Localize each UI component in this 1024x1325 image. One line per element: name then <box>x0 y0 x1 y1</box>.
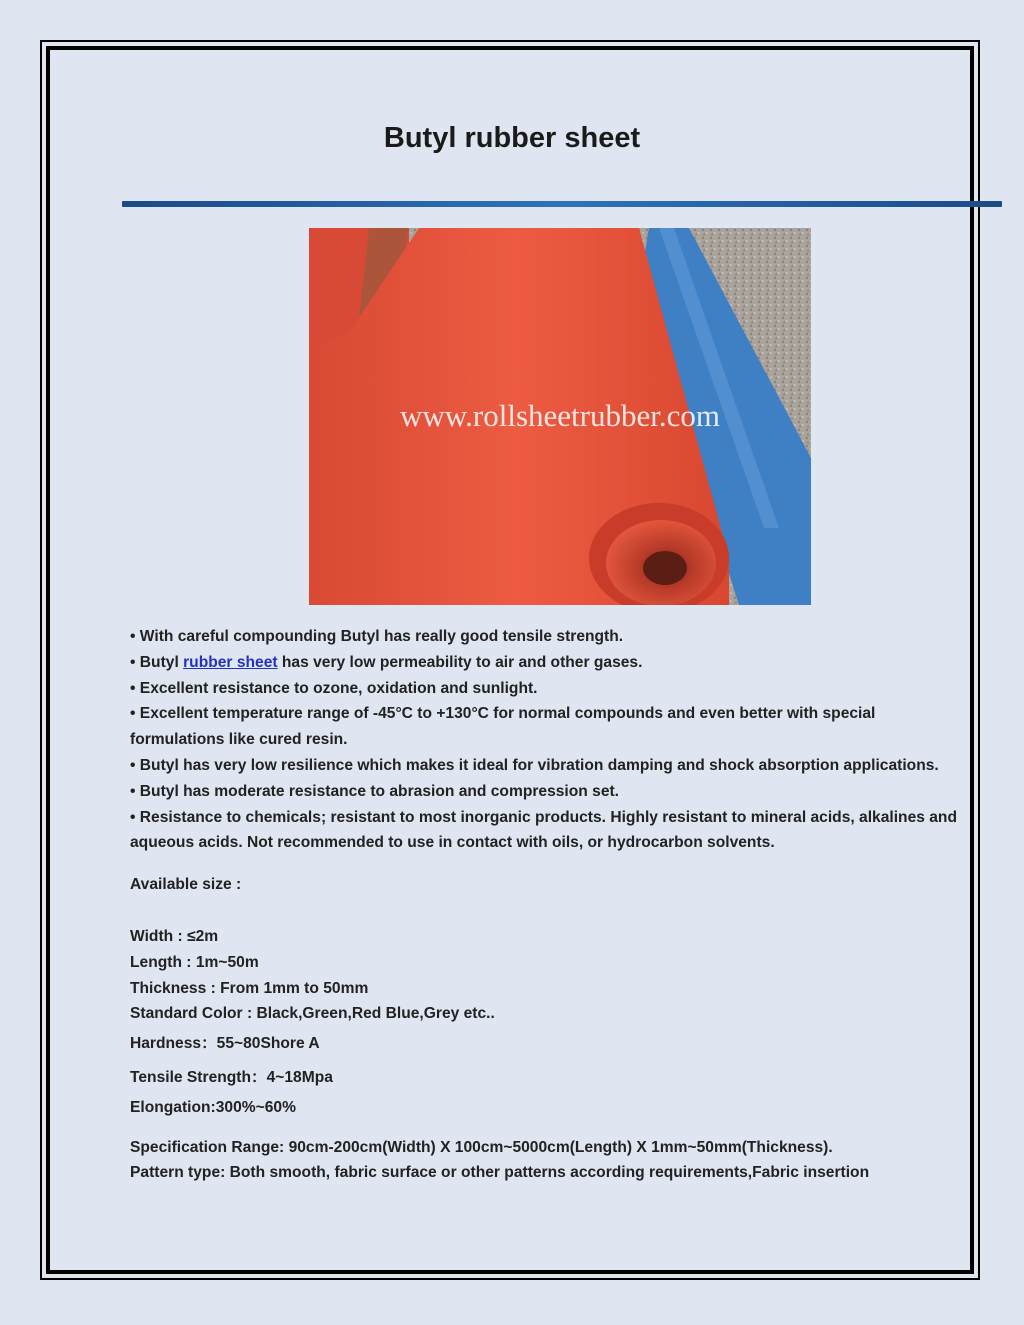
feature-1: • With careful compounding Butyl has really good tensile strength. <box>130 628 624 645</box>
rubber-sheet-link[interactable]: rubber sheet <box>183 653 278 671</box>
spec-color: Standard Color : Black,Green,Red Blue,Grey etc.. <box>130 1005 495 1023</box>
feature-2 <box>130 650 970 676</box>
spec-width: Width : ≤2m <box>130 927 219 945</box>
feature-2-suffix: has very low permeability to air and other gases. <box>277 653 643 671</box>
feature-4: • Excellent temperature range of -45°C to +130°C for normal compounds and even better with special formulations like cured resin. <box>130 705 876 749</box>
watermark-text <box>400 398 720 433</box>
spec-elongation: Elongation:300%~60% <box>130 1098 296 1116</box>
feature-5: • Butyl has very low resilience which makes it ideal for vibration damping and shock absorption applications. <box>130 756 939 774</box>
feature-7: • Resistance to chemicals; resistant to most inorganic products. Highly resistant to mineral acids, alkalines and aqueous acids. Not recommended to use in contact with oils, or hydrocarbon solvents. <box>130 808 957 852</box>
title-divider <box>122 201 1002 207</box>
spec-range: Specification Range: 90cm-200cm(Width) X 100cm~5000cm(Length) X 1mm~50mm(Thickness). <box>130 1138 833 1156</box>
product-description <box>130 624 970 1186</box>
feature-6: • Butyl has moderate resistance to abrasion and compression set. <box>130 782 620 800</box>
spec-thickness: Thickness : From 1mm to 50mm <box>130 979 369 997</box>
page-title: Butyl rubber sheet <box>383 122 641 154</box>
product-photo <box>309 228 811 605</box>
spec-length: Length : 1m~50m <box>130 953 259 971</box>
spec-hardness: Hardness：55~80Shore A <box>130 1035 320 1053</box>
feature-2-prefix: • Butyl <box>130 653 184 671</box>
pattern-type: Pattern type: Both smooth, fabric surface or other patterns according requirements,Fabric insertion <box>130 1164 870 1182</box>
feature-3: • Excellent resistance to ozone, oxidation and sunlight. <box>130 679 538 697</box>
svg-text:www.rollsheetrubber.com: www.rollsheetrubber.com <box>400 398 720 433</box>
spec-tensile: Tensile Strength：4~18Mpa <box>130 1068 333 1086</box>
available-size-label: Available size : <box>130 876 242 894</box>
